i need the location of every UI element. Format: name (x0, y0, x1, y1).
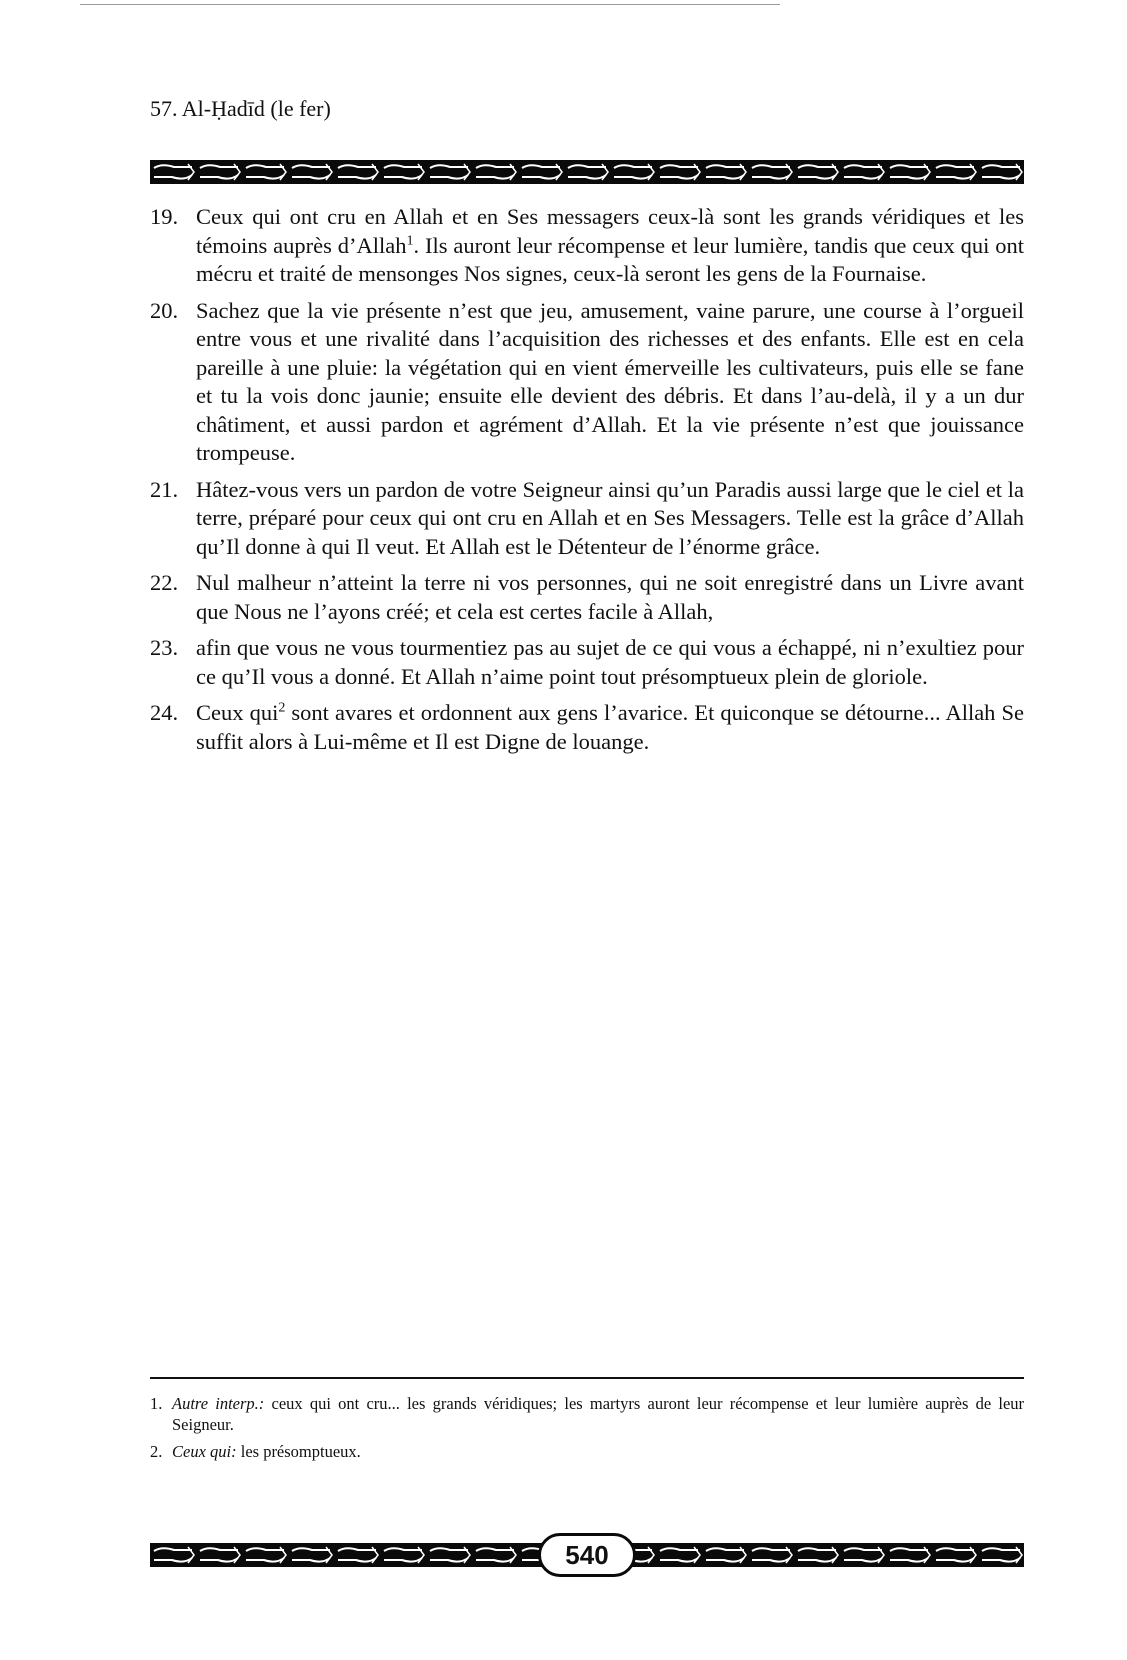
verse-text: afin que vous ne vous tourmentiez pas au sujet de ce qui vous a échappé, ni n’exultiez pour ce qu’Il vous a donné. Et Allah n’aime point tout présomptueux plein de gloriole. (196, 635, 1024, 689)
footnote-2 (150, 1441, 1024, 1462)
verse-text-part: Ceux qui (196, 700, 279, 725)
verse-text (196, 203, 1024, 289)
verse-22 (150, 569, 1024, 626)
footnote-ref-2: 2 (278, 700, 286, 716)
verse-text-part: sont avares et ordonnent aux gens l’avarice. Et quiconque se détourne... Allah Se suffit alors à Lui-même et Il est Digne de louange. (196, 700, 1025, 754)
verse-text-part: Ceux qui ont cru en Allah et en Ses messagers ceux-là sont les grands véridiques et les témoins auprès d’Allah (196, 204, 1024, 258)
verse-text: Sachez que la vie présente n’est que jeu, amusement, vaine parure, une course à l’orgueil entre vous et une rivalité dans l’acquisition des richesses et des enfants. Elle est en cela pareille à une pluie: la végétation qui en vient émerveille les cultivateurs, puis elle se fane et tu la vois donc jaunie; ensuite elle devient des débris. Et dans l’au-delà, il y a un dur châtiment, et aussi pardon et agrément d’Allah. Et la vie présente n’est que jouissance trompeuse. (196, 297, 1024, 465)
verse-24 (150, 699, 1024, 756)
verse-text (196, 699, 1024, 756)
footnote-body: les présomptueux. (236, 1442, 361, 1461)
footnote-label: Ceux qui: (172, 1442, 237, 1461)
verse-text: Hâtez-vous vers un pardon de votre Seigneur ainsi qu’un Paradis aussi large que le ciel et la terre, préparé pour ceux qui ont cru en Allah et en Ses Messagers. Telle est la grâce d’Allah qu’Il donne à qui Il veut. Et Allah est le Détenteur de l’énorme grâce. (196, 476, 1024, 559)
verse-list (150, 203, 1024, 764)
footnote-number: 2. (150, 1442, 163, 1461)
footnote-text (172, 1393, 1024, 1435)
footnote-number: 1. (150, 1394, 163, 1413)
verse-23 (150, 634, 1024, 691)
footnote-ref-1: 1 (406, 233, 414, 248)
footnote-text (172, 1441, 1024, 1462)
footnote-1 (150, 1393, 1024, 1435)
verse-text: Nul malheur n’atteint la terre ni vos personnes, qui ne soit enregistré dans un Livre avant que Nous ne l’ayons créé; et cela est certes facile à Allah, (196, 570, 1024, 624)
footnote-divider (150, 1377, 1024, 1379)
verse-number: 21. (150, 476, 179, 502)
verse-number: 22. (150, 570, 179, 595)
scan-artifact-line (80, 4, 780, 5)
verse-number: 23. (150, 635, 179, 660)
verse-21 (150, 476, 1024, 562)
verse-number: 19. (150, 204, 179, 229)
page-number: 540 (538, 1533, 636, 1577)
footnote-list (150, 1393, 1024, 1468)
chapter-header: 57. Al-Ḥadīd (le fer) (150, 96, 331, 121)
footnote-label: Autre interp.: (172, 1394, 265, 1413)
verse-number: 20. (150, 297, 179, 323)
verse-number: 24. (150, 700, 179, 725)
decorative-border-top (150, 160, 1024, 184)
verse-text-part: . Ils auront leur récompense et leur lumière, tandis que ceux qui ont mécru et traité de mensonges Nos signes, ceux-là seront les gens de la Fournaise. (196, 232, 1024, 286)
verse-19 (150, 203, 1024, 289)
footnote-body: ceux qui ont cru... les grands véridiques; les martyrs auront leur récompense et leur lumière auprès de leur Seigneur. (172, 1394, 1025, 1434)
verse-20 (150, 297, 1024, 468)
